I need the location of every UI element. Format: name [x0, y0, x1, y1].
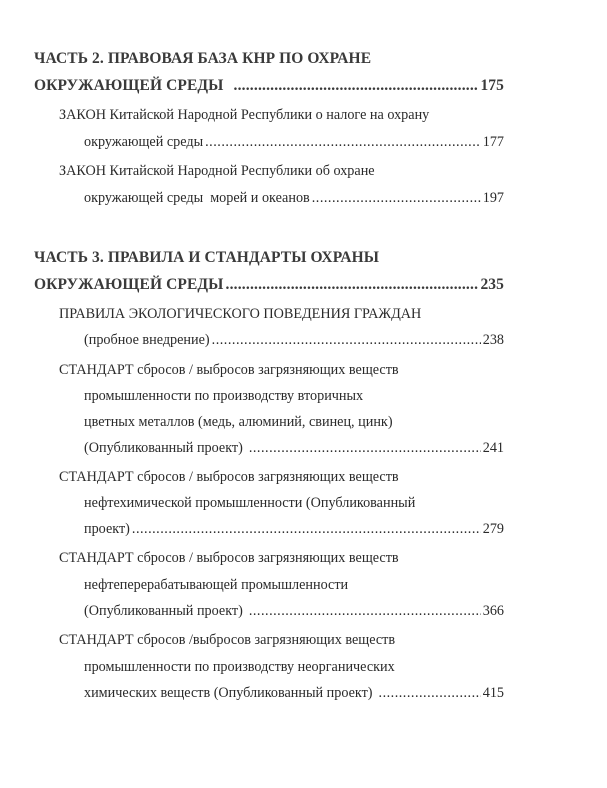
toc-entry-line: СТАНДАРТ сбросов / выбросов загрязняющих веществ [59, 550, 399, 566]
toc-entry-line: (пробное внедрение) ..... 238 [84, 332, 504, 349]
part-3-title-line2 [34, 276, 504, 294]
part-3-page-number: 235 [480, 276, 504, 293]
part-2-title-line1 [34, 50, 371, 68]
part-2-title-text: ЧАСТЬ 2. ПРАВОВАЯ БАЗА КНР ПО ОХРАНЕ [34, 50, 372, 67]
page-number: 177 [482, 134, 504, 150]
leader-dots [234, 77, 479, 95]
part-2-page-number: 175 [480, 77, 504, 94]
page-number: 238 [482, 332, 504, 348]
page-number: 366 [482, 603, 504, 619]
toc-entry-line: проект) ..... 279 [84, 521, 504, 538]
page-number: 197 [482, 190, 504, 206]
toc-entry-line: СТАНДАРТ сбросов / выбросов загрязняющих веществ [59, 469, 399, 485]
part-2-title-text-2: ОКРУЖАЮЩЕЙ СРЕДЫ [34, 77, 224, 94]
leader-dots [205, 134, 481, 151]
toc-entry-line: нефтеперерабатывающей промышленности [84, 577, 349, 593]
toc-entry-line: цветных металлов (медь, алюминий, свинец, цинк) [84, 414, 393, 430]
toc-entry-line: окружающей среды морей и океанов ..... 197 [84, 190, 504, 207]
page-number: 241 [482, 440, 504, 456]
leader-dots [249, 440, 481, 457]
leader-dots [249, 603, 481, 620]
part-3-title-line1 [34, 249, 379, 267]
leader-dots [226, 276, 479, 294]
page-number: 279 [482, 521, 504, 537]
leader-dots [379, 685, 481, 702]
leader-dots [212, 332, 481, 349]
toc-entry-line: ЗАКОН Китайской Народной Республики о налоге на охрану [59, 107, 430, 123]
toc-entry-line: промышленности по производству вторичных [84, 388, 364, 404]
part-3-title-text-2: ОКРУЖАЮЩЕЙ СРЕДЫ [34, 276, 224, 293]
toc-entry-line: нефтехимической промышленности (Опубликованный [84, 495, 416, 511]
toc-entry-line: окружающей среды ..... 177 [84, 134, 504, 151]
toc-entry-line: СТАНДАРТ сбросов /выбросов загрязняющих веществ [59, 632, 396, 648]
toc-entry-line: ПРАВИЛА ЭКОЛОГИЧЕСКОГО ПОВЕДЕНИЯ ГРАЖДАН [59, 306, 422, 322]
toc-entry-line: (Опубликованный проект) ..... 366 [84, 603, 504, 620]
part-2-title-line2 [34, 77, 504, 95]
toc-entry-line: (Опубликованный проект) ..... 241 [84, 440, 504, 457]
toc-entry-line: ЗАКОН Китайской Народной Республики об охране [59, 163, 375, 179]
toc-entry-line: химических веществ (Опубликованный проект) ..... 415 [84, 685, 504, 702]
part-3-title-text: ЧАСТЬ 3. ПРАВИЛА И СТАНДАРТЫ ОХРАНЫ [34, 249, 380, 266]
leader-dots [312, 190, 481, 207]
toc-entry-line: СТАНДАРТ сбросов / выбросов загрязняющих веществ [59, 362, 399, 378]
toc-entry-line: промышленности по производству неорганических [84, 659, 395, 675]
leader-dots [132, 521, 481, 538]
page-number: 415 [482, 685, 504, 701]
